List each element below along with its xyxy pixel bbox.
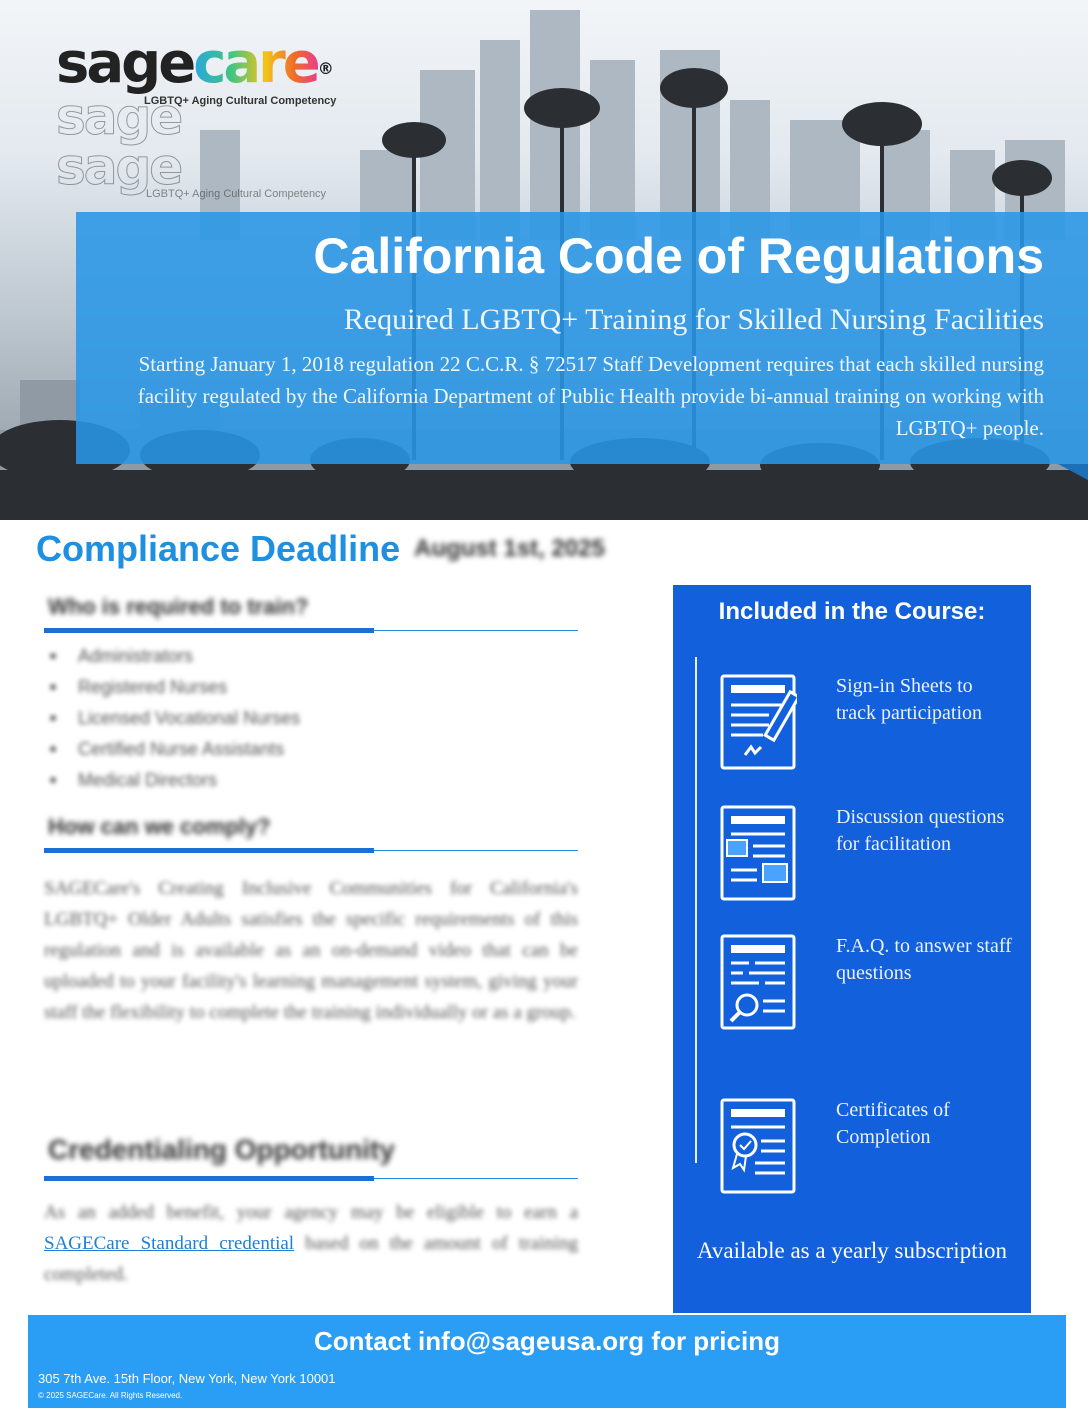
ghost-wordmark: sage <box>56 88 182 146</box>
credential-link[interactable]: SAGECare Standard credential <box>44 1233 295 1254</box>
who-section <box>44 590 578 796</box>
compliance-deadline <box>36 528 605 574</box>
list-item: ■ Administrators <box>44 641 578 672</box>
who-title: Who is required to train? <box>48 594 309 619</box>
ghost-wordmark-2: sage <box>56 138 182 196</box>
certificate-icon <box>719 1097 797 1195</box>
feature-text: F.A.Q. to answer staff questions <box>836 935 1012 984</box>
document-chat-icon <box>719 804 797 902</box>
deadline-label: Compliance Deadline <box>36 528 401 569</box>
list-item: ■ Certified Nurse Assistants <box>44 734 578 765</box>
contact-footer <box>28 1315 1066 1408</box>
how-section <box>44 810 578 1028</box>
feature-item <box>719 1097 1019 1197</box>
page-title: California Code of Regulations <box>313 228 1044 284</box>
title-banner <box>76 212 1088 464</box>
document-search-icon <box>719 933 797 1031</box>
section-divider <box>44 628 578 633</box>
deadline-date: August 1st, 2025 <box>414 535 605 562</box>
subscription-note: Available as a yearly subscription <box>697 1238 1007 1263</box>
section-divider <box>44 848 578 853</box>
feature-text: Discussion questions for facilitation <box>836 806 1005 855</box>
regulation-description: Starting January 1, 2018 regulation 22 C.C.R. § 72517 Staff Development requires that each skilled nursing facility regulated by the California Department of Public Health provide bi-annual training on working with LGBTQ+ people. <box>137 352 1044 440</box>
address: 305 7th Ave. 15th Floor, New York, New York 10001 <box>38 1371 336 1386</box>
how-body: SAGECare's Creating Inclusive Communities for California's LGBTQ+ Older Adults satisfies the specific requirements of this regulation and is available as an on-demand video that can be uploaded to your facility's learning management system, giving your staff the flexibility to complete the training individually or as a group. <box>44 878 578 1023</box>
contact-line[interactable]: Contact info@sageusa.org for pricing <box>314 1326 780 1356</box>
credential-text-after: based on the amount of training completed. <box>44 1233 579 1285</box>
logo-ghost-watermark <box>56 88 386 207</box>
list-item: ■ Registered Nurses <box>44 672 578 703</box>
credential-title: Credentialing Opportunity <box>48 1134 395 1165</box>
list-item: ■ Licensed Vocational Nurses <box>44 703 578 734</box>
credential-text-before: As an added benefit, your agency may be eligible to earn a <box>44 1202 578 1223</box>
feature-item <box>719 673 1019 773</box>
panel-divider-line <box>695 657 697 1163</box>
credential-section <box>44 1128 578 1290</box>
hero-section <box>0 0 1088 520</box>
feature-text: Sign-in Sheets to track participation <box>836 675 983 724</box>
feature-item <box>719 933 1019 1033</box>
course-title: Included in the Course: <box>718 598 986 625</box>
ghost-tagline: LGBTQ+ Aging Cultural Competency <box>146 188 327 200</box>
banner-fold-corner <box>1058 464 1088 480</box>
section-divider <box>44 1176 578 1181</box>
feature-item <box>719 804 1019 904</box>
logo-tagline: LGBTQ+ Aging Cultural Competency <box>144 95 337 107</box>
course-panel <box>673 585 1031 1313</box>
feature-text: Certificates of Completion <box>836 1099 950 1148</box>
credential-body <box>44 1197 578 1290</box>
how-title: How can we comply? <box>48 814 271 839</box>
document-pen-icon <box>719 673 797 771</box>
page-subtitle: Required LGBTQ+ Training for Skilled Nursing Facilities <box>343 303 1044 336</box>
copyright: © 2025 SAGECare. All Rights Reserved. <box>38 1391 183 1400</box>
list-item: ■ Medical Directors <box>44 765 578 796</box>
who-list <box>44 641 578 796</box>
logo-care: care <box>193 31 318 96</box>
logo-sage: sage <box>56 31 194 96</box>
registered-mark: ® <box>317 59 334 78</box>
